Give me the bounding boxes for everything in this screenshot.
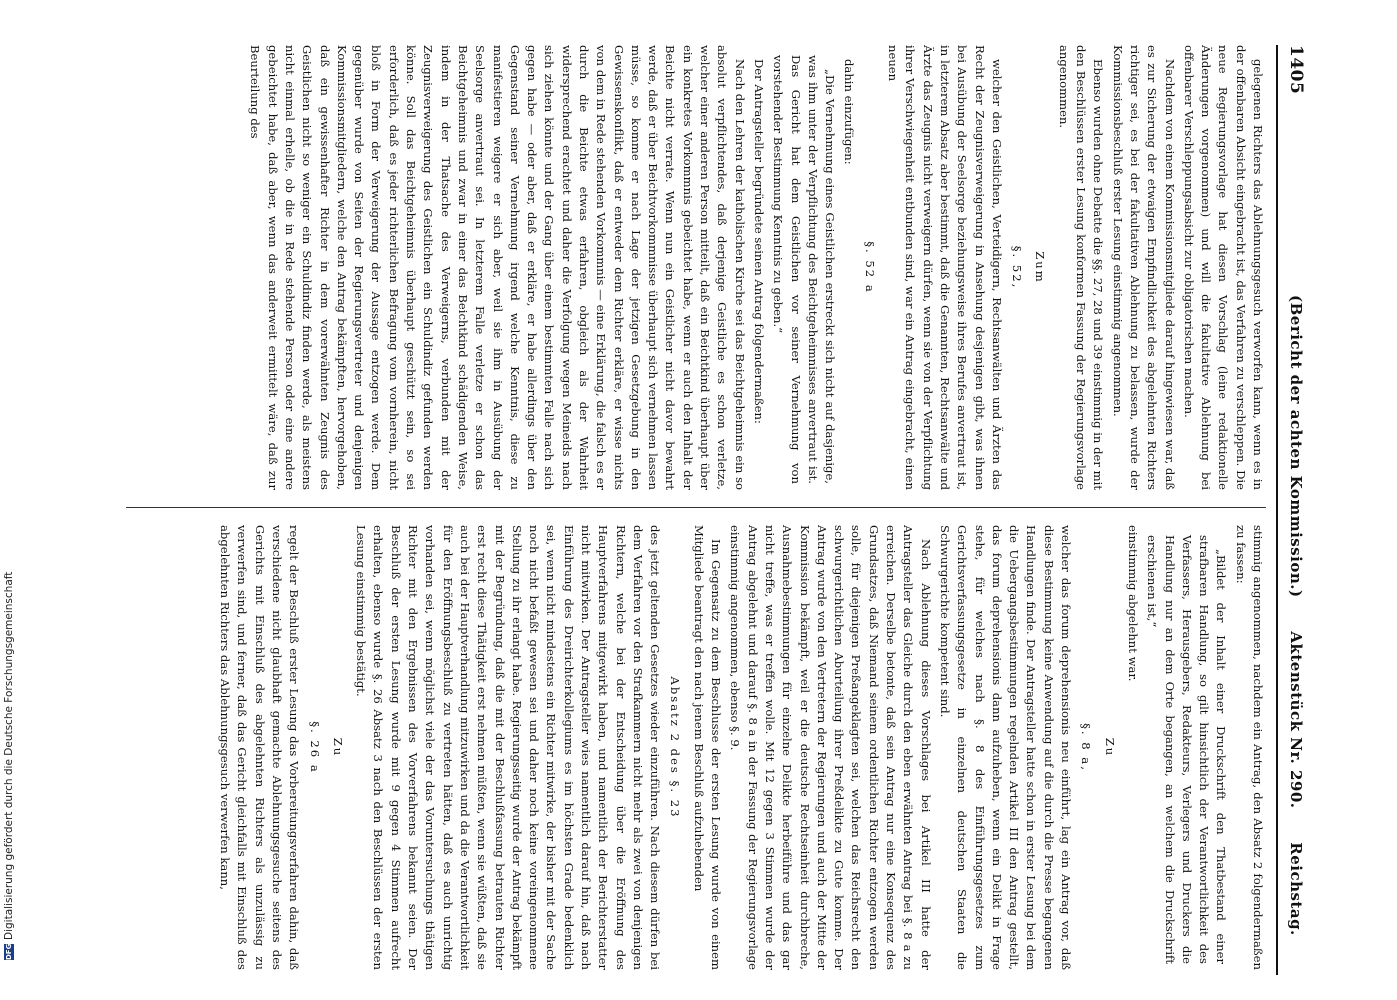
section-heading: Zu bbox=[330, 737, 345, 758]
text-column-left bbox=[111, 45, 1266, 490]
paragraph: Nach Ablehnung dieses Vorschlages bei Artikel III hatte der Antragsteller das Gleiche durch den eben erwähnten Antrag bei §. 8 a zu erreichen. Derselbe betonte, daß sein Antrag nur eine Konsequenz des Grundsatzes, daß Niemand seinem ordentlichen Richter entzogen werden solle, für diejenigen Preßangeklagten sei, welchen das Reichsrecht den schwurgerichtlichen Aburteilung ihrer Preßdelikte zu Gute komme. Der Antrag wurde von den Vertretern der Regierungen und auch der Mitte der Kommission bekämpft, weil er die deutsche Rechtseinheit durchbreche, Ausnahmebestimmungen für einzelne Delikte herbeiführe und das gar nicht treffe, was er treffen wolle. Mit 12 gegen 3 Stimmen wurde der Antrag abgelehnt und darauf §. 8 a in der Fassung der Regierungsvorlage einstimmig angenommen, ebenso §. 9. bbox=[728, 525, 933, 970]
paragraph: regelt der Beschluß erster Lesung das Vorbereitungsverfahren dahin, daß verschiedene nicht glaubhaft gemachte Ablehnungsgesuche seitens des Gerichts mit Einschluß des abgelehnten Richters als unzulässig zu verwerfen sind, und ferner, daß das Gericht gleichfalls mit Einschluß des abgelehnten Richters das Ablehnungsgesuch verwerfen kann, bbox=[218, 525, 302, 970]
dfg-logo: DFG bbox=[5, 943, 13, 960]
section-heading: §. 8 a, bbox=[1079, 723, 1094, 772]
credit-text: Digitalisierung gefördert durch die Deutsche Forschungsgemeinschaft bbox=[3, 571, 15, 940]
section-heading: §. 26 a bbox=[307, 721, 322, 774]
paragraph: stimmig angenommen, nachdem ein Antrag, den Absatz 2 folgendermaßen zu fassen: bbox=[1233, 525, 1265, 970]
report-title: (Bericht der achten Kommission.) bbox=[1287, 295, 1305, 598]
section-heading: Zu bbox=[1102, 737, 1117, 758]
page-number: 1405 bbox=[1286, 45, 1306, 95]
paragraph: welcher das forum deprehensionis neu einführt, lag ein Antrag vor, daß diese Bestimmung keine Anwendung auf die durch die Presse begangenen Handlungen finde. Der Antragsteller hatte schon in erster Lesung bei dem die Uebergangsbestimmungen regelnden Artikel III den Antrag gestellt, das forum deprehensionis dann aufzuheben, wenn ein Delikt in Frage stehe, für welches nach §. 8 des Einführungsgesetzes zum Gerichtsverfassungsgesetze in einzelnen deutschen Staaten die Schwurgerichte kompetent sind. bbox=[937, 525, 1074, 970]
publication-name: Reichstag. bbox=[1287, 842, 1305, 936]
section-heading: §. 52 a bbox=[862, 241, 877, 294]
paragraph: gelegenen Richters das Ablehnungsgesuch verworfen kann, wenn es in der offenbaren Absicht eingebracht ist, das Verfahren zu verschleppen. Die neue Regierungsvorlage hat diesen Vorschlag (leine redaktionelle Änderungen vorgenommen) und will die fakultative Ablehnung bei offenbarer Verschleppungsabsicht zur obligatorischen machen. bbox=[1181, 45, 1265, 490]
paragraph: des jetzt geltenden Gesetzes wieder einzuführen. Nach diesem dürfen bei dem Verfahren vor den Strafkammern nicht mehr als zwei von denjenigen Richtern, welche bei der Entscheidung über die Eröffnung des Hauptverfahrens mitgewirkt haben, und namentlich der Berichterstatter nicht mitwirken. Der Antragsteller wies namentlich darauf hin, daß nach Einführung des Dreirichterkollegiums es im höchsten Grade bedenklich sei, wenn nicht mindestens ein Richter mitwirke, der bisher mit der Sache noch nicht befaßt gewesen sei und daher noch keine voreingenommene Stellung zu ihr erlangt habe. Regierungsseitig wurde der Antrag bekämpft mit der Begründung, daß die mit der Beschlußfassung betrauten Richter erst recht diese Thätigkeit erst nehmen müßten, wenn sie wüßten, daß sie auch bei der Hauptverhandlung mitzuwirken und da die Verantwortlichkeit für den Eröffnungsbeschluß zu vertreten hätten, daß es auch unrichtig vorhanden sei, wenn möglichst viele der das Voruntersuchungs thätigen Richter mit den Ergebnissen des Vorverfahrens bekannt seien. Der Beschluß der ersten Lesung wurde mit 9 gegen 4 Stimmen aufrecht erhalten, ebenso wurde §. 26 Absatz 3 nach den Beschlüssen der ersten Lesung einstimmig bestätigt. bbox=[354, 525, 663, 970]
paragraph: Ebenso wurden ohne Debatte die §§. 27, 28 und 39 einstimmig in der mit den Beschlüssen erster Lesung konformen Fassung der Regierungsvorlage angenommen. bbox=[1056, 45, 1106, 490]
text-column-right bbox=[111, 525, 1266, 970]
column-divider bbox=[126, 507, 1266, 508]
paragraph: welcher den Geistlichen, Verteidigern, Rechtsanwälten und Ärzten das Recht der Zeugnisverweigerung in Ansehung desjenigen gibt, was ihnen bei Ausübung der Seelsorge beziehungsweise ihres Berufes anvertraut ist, in letzterem Absatz aber bestimmt, daß die Genannten, Rechtsanwälte und Ärzte das Zeugnis nicht verweigern dürfen, wenn sie von der Verpflichtung ihrer Verschwiegenheit entbunden sind, war ein Antrag eingebracht, einen neuen bbox=[886, 45, 1004, 490]
paragraph: Nachdem von einem Kommissionsmitgliede darauf hingewiesen war, daß es zur Sicherung der etwaigen Empfindlichkeit des abgelehnten Richters richtiger sei, es bei der fakultativen Ablehnung zu belassen, wurde der Kommissionsbeschluß erster Lesung einstimmig angenommen. bbox=[1110, 45, 1177, 490]
section-heading: Absatz 2 des §. 23 bbox=[668, 676, 683, 819]
scanned-page bbox=[102, 45, 1312, 975]
paragraph: Im Gegensatz zu dem Beschlusse der ersten Lesung wurde von einem Mitgliede beantragt den nach jenem Beschluß aufzuhebenden bbox=[691, 525, 724, 970]
paragraph: Der Antragsteller begründete seinen Antrag folgendermaßen: bbox=[751, 59, 766, 424]
quoted-motion: „Die Vernehmung eines Geistlichen erstreckt sich nicht auf dasjenige, was ihm unter der Verpflichtung des Beichtgeheimnisses anvertraut ist. Das Gericht hat dem Geistlichen vor seiner Vernehmung von vorstehender Bestimmung Kenntnis zu geben.“ bbox=[771, 55, 838, 484]
paragraph: einstimmig abgelehnt war. bbox=[1125, 525, 1140, 682]
quoted-motion: „Bildet der Inhalt einer Druckschrift den Thatbestand einer strafbaren Handlung, so gilt hinsichtlich der Verantwortlichkeit des Verfassers, Herausgebers, Redakteurs, Verlegers und Druckers die Handlung nur an dem Orte begangen, an welchem die Druckschrift erschienen ist,“ bbox=[1145, 535, 1229, 964]
document-number: Aktenstück Nr. 290. bbox=[1287, 631, 1305, 809]
section-heading: §. 52, bbox=[1010, 245, 1025, 290]
digitization-credit bbox=[3, 572, 15, 960]
paragraph: dahin einzufügen: bbox=[842, 59, 857, 165]
running-title bbox=[1287, 295, 1305, 964]
section-heading: Zum bbox=[1033, 251, 1048, 284]
running-header bbox=[1276, 45, 1312, 975]
paragraph: Nach den Lehren der katholischen Kirche sei das Beichtgeheimnis ein so absolut verpflichtendes, daß derjenige Geistliche es schon verletze, welcher einer anderen Person mitteilt, daß ein Beichtkind überhaupt über ein konkretes Vorkommnis gebeichtet habe, wenn er auch den Inhalt der Beichte nicht verrate. Wenn nun ein Geistlicher nicht davor bewahrt werde, daß er über Beichtvorkommnisse überhaupt sich vernehmen lassen müsse, so komme er nach Lage der jetzigen Gesetzgebung in den Gewissenskonflikt, daß er entweder dem Richter erkläre, er wisse nichts von dem in Rede stehenden Vorkommnis — eine Erklärung, die falsch es er durch die Beichte etwas erfahren, obgleich als der Wahrheit widersprechend erachtet und daher die Verfolgung wegen Meineids nach sich ziehen könnte und der Gang über einem bestimmten Falle nach sich gegen habe — oder aber, daß er erkläre, er habe allerdings über den Gegenstand seiner Vernehmung irgend welche Kenntnis, diese zu manifestieren weigere er sich aber, weil sie ihm in Ausübung der Seelsorge anvertraut sei. In letzterem Falle verletze er schon das Beichtgeheimnis und zwar in einer das Beichtkind schädigenden Weise, indem in der Thatsache des Verweigerns, verbunden mit der Zeugnisverweigerung des Geistlichen ein Schuldindiz gefunden werden könne. Soll das Beichtgeheimnis überhaupt geschützt sein, so sei erforderlich, daß es jeder richterlichen Befragung vom vornherein, nicht bloß in Form der Verweigerung der Aussage entzogen werde. Dem gegenüber wurde von Seiten der Regierungsvertreter und denjenigen Kommissionsmitgliedern, welche den Antrag bekämpften, hervorgehoben, daß ein gewissenhafter Richter in dem vorerwähnten Zeugnis des Geistlichen nicht so weniger ein Schuldindiz finden werde, als meistens nicht einmal erhelle, ob die in Rede stehende Person oder eine andere gebeichtet habe, daß aber, wenn das anderweit ermittelt wäre, daß zur Beurteilung des bbox=[248, 45, 747, 490]
